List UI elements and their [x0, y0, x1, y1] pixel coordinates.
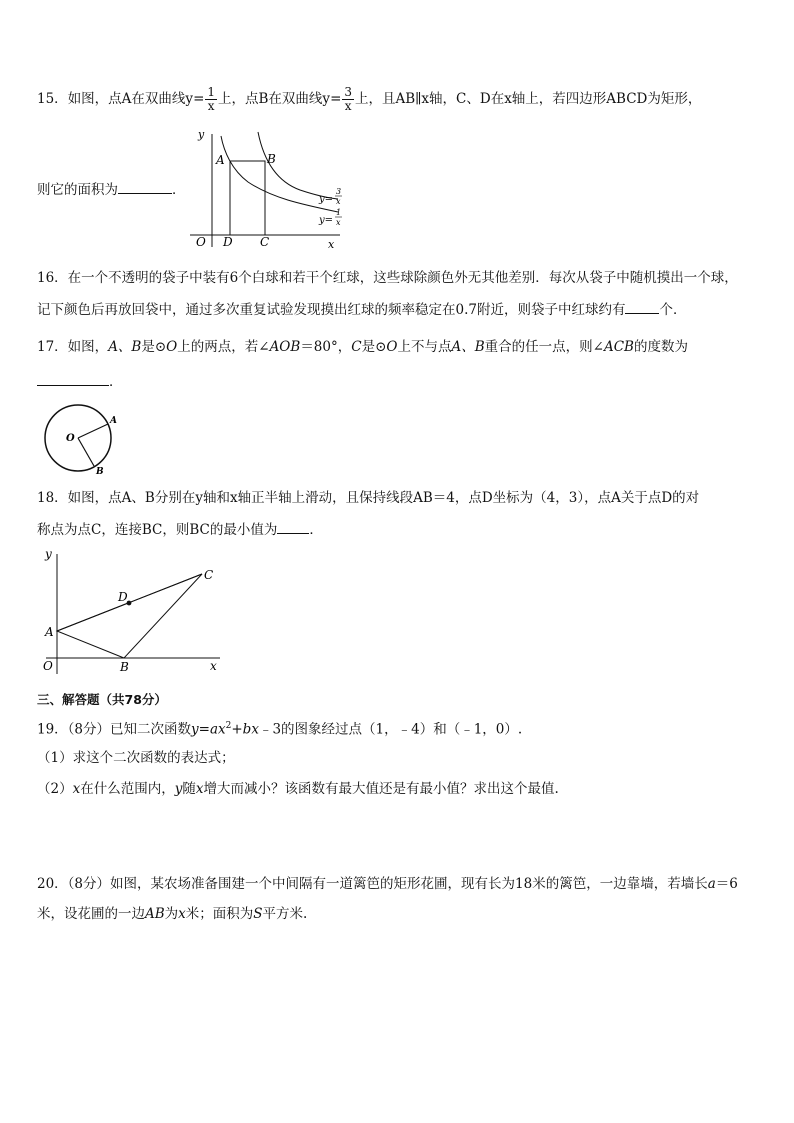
- q19-line3: （2）x在什么范围内，y随x增大而减小？该函数有最大值还是有最小值？求出这个最值.: [37, 781, 559, 797]
- q17-line2: ．: [37, 372, 123, 392]
- rectangle-abcd: [230, 161, 265, 235]
- answer-blank[interactable]: [625, 301, 659, 314]
- q18-coordinate-figure: [36, 544, 226, 676]
- triangle-abc: [57, 574, 202, 658]
- svg-text:1: 1: [336, 208, 342, 217]
- fraction-1-over-x: $\frac{1}{x}$: [207, 85, 216, 113]
- label-x: x: [210, 659, 217, 673]
- svg-text:x: x: [336, 218, 341, 227]
- curve-label-3: y=: [319, 194, 334, 205]
- label-b: B: [120, 660, 129, 674]
- label-b: B: [96, 467, 104, 476]
- label-x: x: [328, 238, 335, 251]
- label-c: C: [260, 235, 270, 249]
- q15-line1: 15．如图，点A在双曲线y= $\frac{1}{x}$ 上，点B在双曲线y= $\frac{3}{x}$ 上，且AB∥x轴，C、D在x轴上，若四边形ABCD为矩形，: [37, 85, 702, 113]
- q19-line1: 19．（8分）已知二次函数$y=ax^2+bx﹣3$的图象经过点（1，﹣4）和（﹣1，0）.: [37, 721, 523, 738]
- q20-line1: 20．（8分）如图，某农场准备围建一个中间隔有一道篱笆的矩形花圃，现有长为18米的篱笆，一边靠墙，若墙长a＝6: [37, 876, 738, 892]
- q16-line1: 16．在一个不透明的袋子中装有6个白球和若干个红球，这些球除颜色外无其他差别．每次从袋子中随机摸出一个球，: [37, 270, 738, 286]
- section-heading: 三、解答题（共78分）: [37, 692, 167, 707]
- answer-blank[interactable]: [277, 521, 309, 534]
- curve-label-1: y=: [319, 215, 334, 226]
- svg-text:x: x: [336, 197, 341, 206]
- q19-line2: （1）求这个二次函数的表达式；: [37, 750, 235, 766]
- label-c: C: [204, 568, 214, 582]
- fraction-3-over-x: $\frac{3}{x}$: [344, 85, 353, 113]
- label-o: O: [196, 235, 206, 249]
- label-a: A: [110, 416, 117, 426]
- label-y: y: [45, 547, 52, 561]
- q15-number: 15．: [37, 91, 68, 107]
- q16-line2: 记下颜色后再放回袋中，通过多次重复试验发现摸出红球的频率稳定在0.7附近，则袋子中红球约有 个．: [37, 302, 687, 318]
- svg-text:3: 3: [336, 187, 342, 196]
- q17-line1: 17．如图，A、B是⊙O上的两点，若∠AOB＝80°，C是⊙O上不与点A、B重合的任一点，则∠ACB的度数为: [37, 339, 688, 355]
- q18-line2: 称点为点C，连接BC，则BC的最小值为 ．: [37, 522, 323, 538]
- q15-line2: 则它的面积为 ．: [37, 182, 186, 198]
- q17-circle-figure: [38, 402, 120, 476]
- answer-blank[interactable]: [118, 181, 172, 194]
- q18-line1: 18．如图，点A、B分别在y轴和x轴正半轴上滑动，且保持线段AB＝4，点D坐标为（4，3），点A关于点D的对: [37, 490, 700, 506]
- label-a: A: [216, 153, 225, 167]
- label-d: D: [223, 235, 233, 249]
- label-b: B: [267, 152, 276, 166]
- q15-hyperbola-figure: [190, 122, 355, 252]
- label-d: D: [118, 590, 128, 604]
- q20-line2: 米，设花圃的一边AB为x米；面积为S平方米.: [37, 906, 308, 922]
- label-y: y: [198, 128, 205, 141]
- label-o: O: [43, 659, 53, 673]
- label-a: A: [45, 625, 54, 639]
- label-o: O: [66, 433, 75, 444]
- answer-blank[interactable]: [37, 373, 109, 386]
